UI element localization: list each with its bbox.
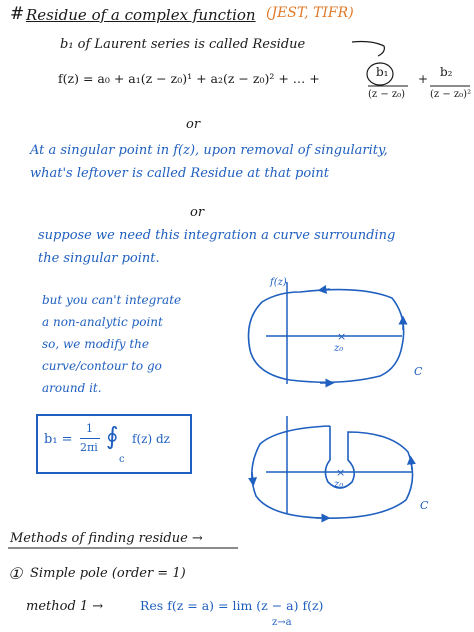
note-line-3: so, we modify the xyxy=(42,337,150,351)
diagram1-axis-label: f(z) xyxy=(270,277,287,288)
series-plus: + xyxy=(418,72,429,86)
diagram2-contour-label: C xyxy=(420,499,429,512)
singular-point-line-1: At a singular point in f(z), upon removal of singularity, xyxy=(30,143,388,158)
hash-mark: # xyxy=(10,4,25,24)
or-label-1: or xyxy=(186,117,201,132)
diagram2-point-label: z₀ xyxy=(334,479,344,490)
methods-heading: Methods of finding residue → xyxy=(10,531,203,546)
simple-pole-marker: ① xyxy=(8,564,23,583)
b2-numerator: b₂ xyxy=(440,65,453,79)
formula-lhs: b₁ = xyxy=(44,432,73,447)
diagram2-direction-arrow-right xyxy=(411,460,412,470)
note-line-5: around it. xyxy=(42,381,102,395)
formula-frac-denominator: 2πi xyxy=(80,441,98,454)
definition-arrow xyxy=(352,42,384,57)
simple-pole-text: Simple pole (order = 1) xyxy=(30,566,186,581)
note-line-2: a non-analytic point xyxy=(42,315,163,329)
diagram2-direction-arrow-left xyxy=(252,472,253,482)
diagram1-point-marker: × xyxy=(337,330,347,343)
integration-line-1: suppose we need this integration a curve surrounding xyxy=(38,228,396,243)
method1-expression: Res f(z = a) = lim (z − a) f(z) xyxy=(140,598,324,613)
page-title: Residue of a complex function xyxy=(26,6,256,24)
method1-label: method 1 → xyxy=(26,599,104,614)
note-line-4: curve/contour to go xyxy=(42,359,162,373)
note-line-1: but you can't integrate xyxy=(42,293,182,307)
diagram1-point-label: z₀ xyxy=(334,343,344,354)
diagram-1 xyxy=(249,282,404,384)
or-label-2: or xyxy=(190,205,205,220)
b1-numerator: b₁ xyxy=(376,65,389,79)
contour-integral-symbol: ∮ xyxy=(106,422,119,450)
singular-point-line-2: what's leftover is called Residue at that point xyxy=(30,166,329,181)
diagram1-contour-label: C xyxy=(414,365,423,378)
diagram2-point-marker: × xyxy=(336,466,346,479)
diagram-2 xyxy=(252,416,413,518)
exam-tag: (JEST, TIFR) xyxy=(266,5,354,21)
laurent-series-lhs: f(z) = a₀ + a₁(z − z₀)¹ + a₂(z − z₀)² + … + xyxy=(58,71,320,86)
formula-contour-label: c xyxy=(119,454,125,465)
formula-frac-numerator: 1 xyxy=(86,422,93,435)
integration-line-2: the singular point. xyxy=(38,251,160,266)
method1-limit-subscript: z→a xyxy=(272,617,292,628)
diagram1-direction-arrow-top xyxy=(322,289,330,290)
formula-integrand: f(z) dz xyxy=(132,432,170,446)
b1-denominator: (z − z₀) xyxy=(368,89,406,100)
definition-line: b₁ of Laurent series is called Residue xyxy=(60,37,306,52)
b2-denominator: (z − z₀)² xyxy=(430,89,472,100)
b1-highlight-circle xyxy=(367,63,393,85)
